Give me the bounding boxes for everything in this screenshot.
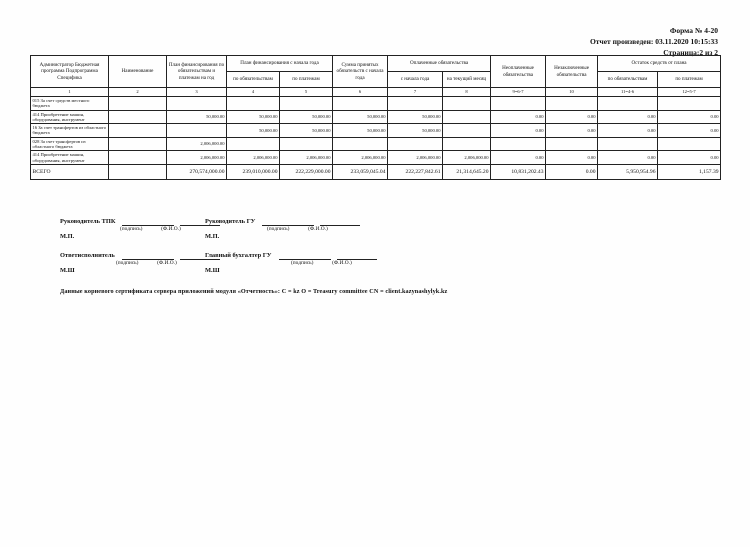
- row-c4: 50,000.00: [227, 124, 280, 138]
- row-c8: [443, 110, 491, 124]
- row-c12: 0.00: [658, 110, 721, 124]
- report-table: [30, 55, 721, 180]
- col-header-name: Наименование: [109, 56, 167, 88]
- signature-hint-fio: (Ф.И.О.): [161, 226, 181, 232]
- signature-mp: М.П.: [205, 232, 220, 240]
- row-c7: 50,000.00: [388, 124, 443, 138]
- col-num: 11=4-6: [598, 88, 658, 97]
- signature-mp: М.П.: [60, 232, 75, 240]
- col-num: 4: [227, 88, 280, 97]
- signature-hint-sign: (подпись): [291, 260, 314, 266]
- col-num: 8: [443, 88, 491, 97]
- row-c5: [280, 137, 333, 151]
- col-header-plan-payments: по платежам: [280, 72, 333, 88]
- col-num: 12=5-7: [658, 88, 721, 97]
- signature-fio-line: [320, 218, 360, 226]
- row-c9: [491, 97, 546, 111]
- row-c4: 50,000.00: [227, 110, 280, 124]
- row-c3: 2,006,000.00: [167, 137, 227, 151]
- row-c8: [443, 97, 491, 111]
- report-table-body: [31, 97, 721, 180]
- signature-head-tpk: [60, 218, 223, 241]
- col-num: 10: [546, 88, 598, 97]
- signature-mp: М.Ш: [205, 266, 220, 274]
- col-header-unpaid: Неоплаченные обязательства: [491, 56, 546, 88]
- total-c12: 1,157.39: [658, 164, 721, 179]
- col-header-paid-month: на текущий месяц: [443, 72, 491, 88]
- col-header-rest-obligations: по обязательствам: [598, 72, 658, 88]
- row-c4: [227, 137, 280, 151]
- signature-fio-line: [337, 252, 377, 260]
- col-num: 2: [109, 88, 167, 97]
- row-c3: 50,000.00: [167, 110, 227, 124]
- signature-line: [279, 252, 331, 260]
- col-header-accepted: Сумма принятых обязательств с начала года: [333, 56, 388, 88]
- row-c6: 50,000.00: [333, 110, 388, 124]
- signature-hint-sign: (подпись): [116, 260, 139, 266]
- row-c6: [333, 137, 388, 151]
- row-c10: [546, 137, 598, 151]
- table-row: [31, 124, 721, 138]
- certificate-note: Данные корневого сертификата сервера приложений модуля «Отчетность»: C = kz O = Treasury committee CN = client.kazynashylyk.kz: [60, 288, 448, 295]
- total-c9: 10,831,202.43: [491, 164, 546, 179]
- row-c9: 0.00: [491, 151, 546, 165]
- col-header-unconcluded: Незаключенные обязательства: [546, 56, 598, 88]
- row-name: [109, 110, 167, 124]
- row-c11: 0.00: [598, 110, 658, 124]
- row-name: [109, 124, 167, 138]
- signature-label: Ответисполнитель: [60, 252, 115, 259]
- signature-line: [262, 218, 314, 226]
- signature-head-gu: [205, 218, 363, 241]
- row-c5: 50,000.00: [280, 124, 333, 138]
- signature-line: [122, 218, 174, 226]
- row-c8: [443, 137, 491, 151]
- row-code: 015 За счет средств местного бюджета: [31, 97, 109, 111]
- col-header-group-paid: Оплаченные обязательства: [388, 56, 491, 72]
- row-c5: 2,006,000.00: [280, 151, 333, 165]
- row-code: 414 Приобретение машин, оборудования, инструмент: [31, 151, 109, 165]
- col-header-admin: Администратор Бюджетная программа Подпрограмма Специфика: [31, 56, 109, 88]
- col-header-rest-payments: по платежам: [658, 72, 721, 88]
- col-header-plan-obligations: по обязательствам: [227, 72, 280, 88]
- total-c11: 5,950,954.96: [598, 164, 658, 179]
- col-header-group-rest: Остаток средств от плана: [598, 56, 721, 72]
- row-c7: [388, 137, 443, 151]
- row-name: [109, 97, 167, 111]
- signature-hint-fio: (Ф.И.О.): [332, 260, 352, 266]
- row-c12: 0.00: [658, 124, 721, 138]
- document-header: [590, 26, 718, 59]
- col-num: 7: [388, 88, 443, 97]
- row-code: 16 За счет трансфертов из областного бюджета: [31, 124, 109, 138]
- total-c6: 233,059,045.04: [333, 164, 388, 179]
- row-c6: [333, 97, 388, 111]
- row-c10: 0.00: [546, 110, 598, 124]
- row-c8: [443, 124, 491, 138]
- signature-label: Главный бухгалтер ГУ: [205, 252, 272, 259]
- total-c2: [109, 164, 167, 179]
- total-c3: 270,574,000.00: [167, 164, 227, 179]
- total-c5: 222,229,000.00: [280, 164, 333, 179]
- row-c5: 50,000.00: [280, 110, 333, 124]
- signature-label: Руководитель ГУ: [205, 218, 256, 225]
- col-num: 6: [333, 88, 388, 97]
- col-header-paid-from-year: с начала года: [388, 72, 443, 88]
- col-header-group-plan: План финансирования с начала года: [227, 56, 333, 72]
- row-c11: [598, 137, 658, 151]
- row-c11: [598, 97, 658, 111]
- row-c10: 0.00: [546, 124, 598, 138]
- row-c11: 0.00: [598, 124, 658, 138]
- row-c3: 2,006,000.00: [167, 151, 227, 165]
- report-table-wrap: [30, 55, 720, 180]
- form-number: Форма № 4-20: [669, 26, 718, 35]
- row-c5: [280, 97, 333, 111]
- row-name: [109, 151, 167, 165]
- table-row: [31, 97, 721, 111]
- col-num: 5: [280, 88, 333, 97]
- report-generated: Отчет произведен: 03.11.2020 10:15:33: [589, 36, 718, 46]
- total-label: ВСЕГО: [31, 164, 109, 179]
- row-code: 414 Приобретение машин, оборудования, инструмент: [31, 110, 109, 124]
- signature-label: Руководитель ТПК: [60, 218, 116, 225]
- table-row: [31, 151, 721, 165]
- signature-line: [122, 252, 174, 260]
- row-c10: [546, 97, 598, 111]
- row-c9: [491, 137, 546, 151]
- row-c7: 50,000.00: [388, 110, 443, 124]
- col-num: 1: [31, 88, 109, 97]
- row-c4: 2,006,000.00: [227, 151, 280, 165]
- row-c10: 0.00: [546, 151, 598, 165]
- row-c12: [658, 97, 721, 111]
- row-c12: [658, 137, 721, 151]
- row-name: [109, 137, 167, 151]
- row-c3: [167, 97, 227, 111]
- signature-hint-sign: (подпись): [120, 226, 143, 232]
- col-num: 9=6-7: [491, 88, 546, 97]
- row-c3: [167, 124, 227, 138]
- signature-mp: М.Ш: [60, 266, 75, 274]
- signature-hint-fio: (Ф.И.О.): [308, 226, 328, 232]
- col-header-year-plan: План финансирования по обязательствам и платежам на год: [167, 56, 227, 88]
- signature-chief-accountant: [205, 252, 380, 275]
- page-number: Страница:2 из 2: [663, 47, 718, 57]
- signature-hint-sign: (подпись): [267, 226, 290, 232]
- row-c7: 2,006,000.00: [388, 151, 443, 165]
- row-c9: 0.00: [491, 124, 546, 138]
- signature-responsible: [60, 252, 223, 275]
- row-c6: 50,000.00: [333, 124, 388, 138]
- total-c7: 222,227,842.61: [388, 164, 443, 179]
- total-c10: 0.00: [546, 164, 598, 179]
- row-c8: 2,006,000.00: [443, 151, 491, 165]
- row-c6: 2,006,000.00: [333, 151, 388, 165]
- row-c11: 0.00: [598, 151, 658, 165]
- table-row: [31, 110, 721, 124]
- total-c8: 21,314,645.20: [443, 164, 491, 179]
- row-c12: 0.00: [658, 151, 721, 165]
- row-c7: [388, 97, 443, 111]
- total-c4: 239,010,000.00: [227, 164, 280, 179]
- column-numbering-row: [31, 88, 721, 97]
- row-c4: [227, 97, 280, 111]
- table-total-row: [31, 164, 721, 179]
- signature-hint-fio: (Ф.И.О.): [157, 260, 177, 266]
- row-code: 028 За счет трансфертов из областного бюджета: [31, 137, 109, 151]
- table-row: [31, 137, 721, 151]
- row-c9: 0.00: [491, 110, 546, 124]
- col-num: 3: [167, 88, 227, 97]
